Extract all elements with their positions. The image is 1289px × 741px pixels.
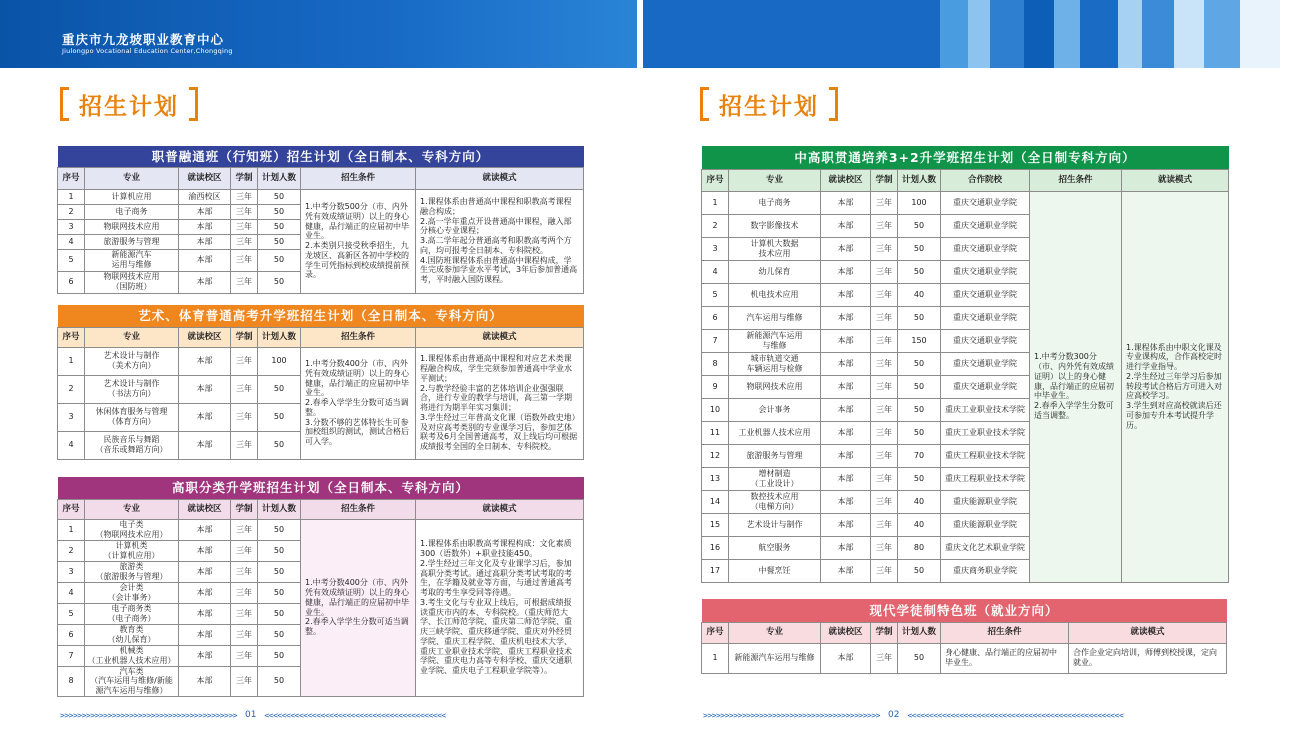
cell: 10 bbox=[702, 398, 729, 421]
cell: 三年 bbox=[871, 191, 898, 214]
cell: 重庆能源职业学院 bbox=[941, 513, 1030, 536]
right-page-footer bbox=[703, 709, 1123, 721]
cell: 本部 bbox=[821, 643, 871, 673]
cell: 教育类 （幼儿保育） bbox=[85, 624, 179, 645]
bracket-left bbox=[700, 87, 709, 121]
cell: 1 bbox=[702, 191, 729, 214]
cell: 1 bbox=[58, 347, 85, 375]
cell: 50 bbox=[898, 237, 941, 260]
cell: 物联网技术应用 （国防班） bbox=[85, 271, 179, 293]
cell: 会计事务 bbox=[729, 398, 821, 421]
cell: 50 bbox=[898, 214, 941, 237]
mode-cell: 合作企业定向培训，师傅到校授课，定向就业。 bbox=[1069, 643, 1227, 673]
cell: 50 bbox=[898, 467, 941, 490]
cell: 旅游服务与管理 bbox=[85, 234, 179, 249]
cell: 三年 bbox=[871, 643, 898, 673]
cell: 会计类 （会计事务） bbox=[85, 582, 179, 603]
cell: 本部 bbox=[821, 467, 871, 490]
cell: 重庆工程职业技术学院 bbox=[941, 467, 1030, 490]
cell: 50 bbox=[898, 306, 941, 329]
cell: 本部 bbox=[821, 237, 871, 260]
cell: 艺术设计与制作 bbox=[729, 513, 821, 536]
cell: 重庆交通职业学院 bbox=[941, 214, 1030, 237]
cell: 三年 bbox=[871, 467, 898, 490]
banner-stripe bbox=[1204, 0, 1240, 68]
cell: 16 bbox=[702, 536, 729, 559]
school-name-en: Jiulongpo Vocational Education Center,Chongqing bbox=[62, 47, 233, 55]
cell: 本部 bbox=[821, 490, 871, 513]
table-row bbox=[702, 643, 1227, 673]
cell: 三年 bbox=[871, 352, 898, 375]
cell: 8 bbox=[702, 352, 729, 375]
col-header: 学制 bbox=[871, 622, 898, 643]
col-header: 专业 bbox=[85, 167, 179, 189]
cell: 本部 bbox=[179, 271, 231, 293]
cell: 三年 bbox=[231, 431, 258, 459]
cell: 本部 bbox=[179, 645, 231, 666]
footer-arrows-right: >>>>>>>>>>>>>>>>>>>>>>>>>>>>>>>>>>>>>>>>> bbox=[703, 710, 880, 720]
banner-stripe bbox=[1080, 0, 1118, 68]
cell: 本部 bbox=[821, 260, 871, 283]
cell: 本部 bbox=[179, 561, 231, 582]
cell: 三年 bbox=[231, 347, 258, 375]
col-header: 计划人数 bbox=[258, 327, 301, 347]
cell: 80 bbox=[898, 536, 941, 559]
col-header: 序号 bbox=[58, 167, 85, 189]
col-header: 招生条件 bbox=[941, 622, 1069, 643]
cell: 本部 bbox=[179, 666, 231, 696]
cell: 艺术设计与制作 （书法方向） bbox=[85, 375, 179, 403]
right-page-heading bbox=[700, 86, 838, 122]
cell: 6 bbox=[702, 306, 729, 329]
footer-arrows-right: >>>>>>>>>>>>>>>>>>>>>>>>>>>>>>>>>>>>>>>>> bbox=[60, 710, 237, 720]
cell: 本部 bbox=[821, 283, 871, 306]
table-row bbox=[702, 191, 1229, 214]
cell: 城市轨道交通 车辆运用与检修 bbox=[729, 352, 821, 375]
page-number: 02 bbox=[887, 710, 900, 720]
col-header: 专业 bbox=[85, 327, 179, 347]
cell: 50 bbox=[258, 666, 301, 696]
cell: 14 bbox=[702, 490, 729, 513]
cell: 本部 bbox=[821, 513, 871, 536]
cell: 50 bbox=[258, 234, 301, 249]
cell: 4 bbox=[58, 582, 85, 603]
cell: 重庆文化艺术职业学院 bbox=[941, 536, 1030, 559]
cell: 50 bbox=[258, 582, 301, 603]
table-gaozhi-fenlei bbox=[57, 477, 584, 697]
header-banner-left bbox=[0, 0, 637, 68]
cell: 本部 bbox=[821, 444, 871, 467]
banner-stripe bbox=[1118, 0, 1142, 68]
cell: 1 bbox=[58, 189, 85, 204]
cell: 50 bbox=[258, 561, 301, 582]
condition-cell: 身心健康、品行端正的应届初中毕业生。 bbox=[941, 643, 1069, 673]
col-header: 就读模式 bbox=[416, 499, 584, 519]
cell: 3 bbox=[58, 403, 85, 431]
cell: 本部 bbox=[179, 204, 231, 219]
cell: 计算机大数据 技术应用 bbox=[729, 237, 821, 260]
cell: 三年 bbox=[871, 214, 898, 237]
cell: 4 bbox=[58, 431, 85, 459]
cell: 5 bbox=[702, 283, 729, 306]
cell: 50 bbox=[258, 540, 301, 561]
cell: 三年 bbox=[871, 490, 898, 513]
cell: 数字影像技术 bbox=[729, 214, 821, 237]
cell: 重庆工业职业技术学院 bbox=[941, 421, 1030, 444]
condition-cell: 1.中考分数500分（市、内外凭有效成绩证明）以上的身心健康，品行端正的应届初中毕业生。 2.本类别只接受秋季招生，九龙坡区、高新区各初中学校的学生可凭指标到校成绩提前预录。 bbox=[301, 189, 416, 293]
cell: 50 bbox=[258, 204, 301, 219]
table-title: 高职分类升学班招生计划（全日制本、专科方向） bbox=[58, 477, 584, 499]
cell: 2 bbox=[702, 214, 729, 237]
table-xiandai-xuetuzhi bbox=[701, 599, 1227, 674]
cell: 5 bbox=[58, 603, 85, 624]
cell: 50 bbox=[258, 603, 301, 624]
cell: 15 bbox=[702, 513, 729, 536]
cell: 本部 bbox=[179, 347, 231, 375]
cell: 50 bbox=[898, 421, 941, 444]
cell: 三年 bbox=[231, 645, 258, 666]
cell: 机电技术应用 bbox=[729, 283, 821, 306]
cell: 电子商务类 （电子商务） bbox=[85, 603, 179, 624]
cell: 三年 bbox=[871, 237, 898, 260]
col-header: 学制 bbox=[231, 499, 258, 519]
cell: 本部 bbox=[821, 214, 871, 237]
cell: 重庆工业职业技术学院 bbox=[941, 398, 1030, 421]
col-header: 序号 bbox=[58, 327, 85, 347]
col-header: 序号 bbox=[58, 499, 85, 519]
col-header: 合作院校 bbox=[941, 169, 1030, 191]
bracket-right bbox=[829, 87, 838, 121]
cell: 三年 bbox=[871, 283, 898, 306]
cell: 本部 bbox=[179, 540, 231, 561]
col-header: 序号 bbox=[702, 622, 729, 643]
cell: 民族音乐与舞蹈 （音乐或舞蹈方向） bbox=[85, 431, 179, 459]
cell: 三年 bbox=[231, 519, 258, 540]
cell: 17 bbox=[702, 559, 729, 582]
cell: 50 bbox=[258, 249, 301, 271]
cell: 重庆交通职业学院 bbox=[941, 237, 1030, 260]
cell: 三年 bbox=[231, 249, 258, 271]
cell: 本部 bbox=[179, 431, 231, 459]
cell: 三年 bbox=[871, 536, 898, 559]
cell: 重庆交通职业学院 bbox=[941, 329, 1030, 352]
col-header: 招生条件 bbox=[301, 167, 416, 189]
banner-stripe bbox=[1142, 0, 1174, 68]
cell: 7 bbox=[58, 645, 85, 666]
cell: 本部 bbox=[179, 375, 231, 403]
cell: 4 bbox=[58, 234, 85, 249]
cell: 电子商务 bbox=[729, 191, 821, 214]
table-title: 现代学徒制特色班（就业方向） bbox=[702, 599, 1227, 622]
cell: 6 bbox=[58, 624, 85, 645]
table-row bbox=[58, 347, 584, 375]
banner-stripe bbox=[940, 0, 968, 68]
cell: 本部 bbox=[821, 329, 871, 352]
col-header: 计划人数 bbox=[258, 499, 301, 519]
cell: 50 bbox=[898, 643, 941, 673]
cell: 旅游类 （旅游服务与管理） bbox=[85, 561, 179, 582]
col-header: 计划人数 bbox=[898, 622, 941, 643]
cell: 本部 bbox=[179, 519, 231, 540]
cell: 旅游服务与管理 bbox=[729, 444, 821, 467]
cell: 三年 bbox=[871, 329, 898, 352]
cell: 本部 bbox=[179, 582, 231, 603]
left-page-footer bbox=[60, 709, 446, 721]
cell: 物联网技术应用 bbox=[729, 375, 821, 398]
cell: 9 bbox=[702, 375, 729, 398]
cell: 重庆交通职业学院 bbox=[941, 283, 1030, 306]
cell: 本部 bbox=[179, 234, 231, 249]
header-banner-right bbox=[643, 0, 1280, 68]
cell: 本部 bbox=[821, 536, 871, 559]
cell: 三年 bbox=[871, 513, 898, 536]
bracket-right bbox=[189, 87, 198, 121]
cell: 本部 bbox=[179, 403, 231, 431]
cell: 幼儿保育 bbox=[729, 260, 821, 283]
cell: 艺术设计与制作 （美术方向） bbox=[85, 347, 179, 375]
cell: 13 bbox=[702, 467, 729, 490]
cell: 数控技术应用 （电梯方向） bbox=[729, 490, 821, 513]
cell: 计算机应用 bbox=[85, 189, 179, 204]
cell: 3 bbox=[58, 219, 85, 234]
cell: 三年 bbox=[231, 271, 258, 293]
cell: 三年 bbox=[231, 189, 258, 204]
condition-cell: 1.中考分数400分（市、内外凭有效成绩证明）以上的身心健康，品行端正的应届初中毕业生。 2.春季入学学生分数可适当调整。 3.分数不够的艺体特长生可参加校组织的测试，测试合格后可入学。 bbox=[301, 347, 416, 459]
left-heading-text: 招生计划 bbox=[79, 93, 179, 120]
cell: 2 bbox=[58, 375, 85, 403]
table-title: 职普融通班（行知班）招生计划（全日制本、专科方向） bbox=[58, 146, 584, 167]
cell: 本部 bbox=[179, 624, 231, 645]
col-header: 就读校区 bbox=[821, 622, 871, 643]
cell: 3 bbox=[702, 237, 729, 260]
cell: 50 bbox=[258, 189, 301, 204]
cell: 计算机类 （计算机应用） bbox=[85, 540, 179, 561]
page-number: 01 bbox=[244, 710, 257, 720]
condition-cell: 1.中考分数300分（市、内外凭有效成绩证明）以上的身心健康，品行端正的应届初中毕业生。 2.春季入学学生分数可适当调整。 bbox=[1030, 191, 1122, 582]
cell: 三年 bbox=[871, 375, 898, 398]
cell: 5 bbox=[58, 249, 85, 271]
cell: 工业机器人技术应用 bbox=[729, 421, 821, 444]
cell: 三年 bbox=[871, 421, 898, 444]
cell: 1 bbox=[702, 643, 729, 673]
banner-stripe bbox=[968, 0, 990, 68]
cell: 汽车运用与维修 bbox=[729, 306, 821, 329]
cell: 三年 bbox=[871, 260, 898, 283]
cell: 本部 bbox=[179, 603, 231, 624]
table-zhonggao-guantong bbox=[701, 146, 1229, 583]
banner-stripe bbox=[1174, 0, 1204, 68]
cell: 12 bbox=[702, 444, 729, 467]
cell: 本部 bbox=[821, 559, 871, 582]
cell: 本部 bbox=[821, 398, 871, 421]
cell: 三年 bbox=[231, 204, 258, 219]
table-row bbox=[58, 189, 584, 204]
cell: 40 bbox=[898, 283, 941, 306]
cell: 6 bbox=[58, 271, 85, 293]
col-header: 就读校区 bbox=[179, 327, 231, 347]
cell: 本部 bbox=[821, 421, 871, 444]
cell: 物联网技术应用 bbox=[85, 219, 179, 234]
cell: 本部 bbox=[821, 306, 871, 329]
cell: 150 bbox=[898, 329, 941, 352]
table-title: 中高职贯通培养3+2升学班招生计划（全日制专科方向） bbox=[702, 146, 1229, 169]
col-header: 就读模式 bbox=[416, 167, 584, 189]
cell: 50 bbox=[258, 519, 301, 540]
cell: 三年 bbox=[231, 375, 258, 403]
cell: 100 bbox=[258, 347, 301, 375]
col-header: 计划人数 bbox=[258, 167, 301, 189]
cell: 三年 bbox=[871, 559, 898, 582]
cell: 3 bbox=[58, 561, 85, 582]
col-header: 序号 bbox=[702, 169, 729, 191]
col-header: 就读校区 bbox=[179, 167, 231, 189]
col-header: 就读校区 bbox=[821, 169, 871, 191]
decorative-stripes bbox=[940, 0, 1280, 68]
cell: 新能源汽车运用与维修 bbox=[729, 643, 821, 673]
cell: 航空服务 bbox=[729, 536, 821, 559]
col-header: 学制 bbox=[871, 169, 898, 191]
cell: 50 bbox=[258, 219, 301, 234]
school-name-cn: 重庆市九龙坡职业教育中心 bbox=[62, 32, 225, 47]
col-header: 就读校区 bbox=[179, 499, 231, 519]
cell: 本部 bbox=[179, 249, 231, 271]
col-header: 专业 bbox=[729, 169, 821, 191]
table-row bbox=[58, 519, 584, 540]
cell: 50 bbox=[258, 271, 301, 293]
cell: 7 bbox=[702, 329, 729, 352]
cell: 重庆能源职业学院 bbox=[941, 490, 1030, 513]
cell: 本部 bbox=[821, 191, 871, 214]
cell: 本部 bbox=[821, 352, 871, 375]
col-header: 招生条件 bbox=[301, 499, 416, 519]
cell: 50 bbox=[898, 559, 941, 582]
cell: 2 bbox=[58, 204, 85, 219]
col-header: 专业 bbox=[85, 499, 179, 519]
cell: 三年 bbox=[871, 306, 898, 329]
col-header: 学制 bbox=[231, 327, 258, 347]
cell: 中餐烹饪 bbox=[729, 559, 821, 582]
mode-cell: 1.课程体系由中职文化课及专业课构成，合作高校定时进行学业指导。 2.学生经过三年学习后参加转段考试合格后方可进入对应高校学习。 3.学生到对应高校就读后还可参加专升本考试提升学历。 bbox=[1122, 191, 1229, 582]
cell: 50 bbox=[258, 624, 301, 645]
cell: 增材制造 （工业设计） bbox=[729, 467, 821, 490]
cell: 8 bbox=[58, 666, 85, 696]
cell: 4 bbox=[702, 260, 729, 283]
cell: 重庆工程职业技术学院 bbox=[941, 444, 1030, 467]
col-header: 招生条件 bbox=[1030, 169, 1122, 191]
cell: 新能源汽车 运用与维修 bbox=[85, 249, 179, 271]
cell: 2 bbox=[58, 540, 85, 561]
banner-stripe bbox=[1024, 0, 1054, 68]
mode-cell: 1.课程体系由普通高中课程和对应艺术类课程融合构成，学生完须参加普通高中学业水平测试； 2.与教学经验丰富的艺体培训企业强强联合，进行专业的教学与培训，高三第一学期将进行为期半年实习集训； 3.学生经过三年普高文化课（语数外政史地）及对应高考类别的专业课学习后，参加艺体联考及6月全国普通高考，双上线后均可根据成绩报考全国的全日制本、专科院校。 bbox=[416, 347, 584, 459]
cell: 机械类 （工业机器人技术应用） bbox=[85, 645, 179, 666]
col-header: 就读模式 bbox=[1069, 622, 1227, 643]
cell: 50 bbox=[898, 398, 941, 421]
mode-cell: 1.课程体系由职教高考课程构成：文化素质300（语数外）+职业技能450。 2.学生经过三年文化及专业课学习后，参加高职分类考试。通过高职分类考试考取的考生，在学籍及就业等方面，与通过普通高考考取的考生享受同等待遇。 3.考生文化与专业双上线后，可根据成绩报读重庆市内的本、专科院校。（重庆师范大学、长江师范学院、重庆第二师范学院、重庆三峡学院、重庆移通学院、重庆对外经贸学院、重庆工程学院、重庆机电技术大学、重庆工业职业技术学院、重庆工程职业技术学院、重庆电力高等专科学校、重庆交通职业学院、重庆电子工程职业学院等）。 bbox=[416, 519, 584, 696]
cell: 50 bbox=[898, 260, 941, 283]
col-header: 专业 bbox=[729, 622, 821, 643]
cell: 电子类 （物联网技术应用） bbox=[85, 519, 179, 540]
cell: 50 bbox=[258, 403, 301, 431]
left-page-heading bbox=[60, 86, 198, 122]
col-header: 计划人数 bbox=[898, 169, 941, 191]
cell: 1 bbox=[58, 519, 85, 540]
cell: 50 bbox=[258, 375, 301, 403]
cell: 100 bbox=[898, 191, 941, 214]
footer-arrows-left: <<<<<<<<<<<<<<<<<<<<<<<<<<<<<<<<<<<<<<<<<< bbox=[264, 710, 446, 720]
right-heading-text: 招生计划 bbox=[719, 93, 819, 120]
cell: 三年 bbox=[231, 582, 258, 603]
table-title: 艺术、体育普通高考升学班招生计划（全日制本、专科方向） bbox=[58, 305, 584, 327]
cell: 50 bbox=[898, 352, 941, 375]
cell: 重庆交通职业学院 bbox=[941, 191, 1030, 214]
cell: 三年 bbox=[231, 234, 258, 249]
cell: 休闲体育服务与管理 （体育方向） bbox=[85, 403, 179, 431]
cell: 新能源汽车运用 与维修 bbox=[729, 329, 821, 352]
cell: 40 bbox=[898, 513, 941, 536]
cell: 50 bbox=[258, 645, 301, 666]
cell: 50 bbox=[898, 375, 941, 398]
cell: 三年 bbox=[231, 219, 258, 234]
col-header: 学制 bbox=[231, 167, 258, 189]
cell: 三年 bbox=[231, 603, 258, 624]
cell: 三年 bbox=[871, 444, 898, 467]
cell: 70 bbox=[898, 444, 941, 467]
mode-cell: 1.课程体系由普通高中课程和职教高考课程融合构成； 2.高一学年重点开设普通高中课程，融入部分核心专业课程； 3.高二学年起分普通高考和职教高考两个方向，均可报考全日制本、专科院校。 4.国防班课程体系由普通高中课程构成，学生完成参加学业水平考试，3年后参加普通高考，平时融入国防课程。 bbox=[416, 189, 584, 293]
cell: 本部 bbox=[821, 375, 871, 398]
condition-cell: 1.中考分数400分（市、内外凭有效成绩证明）以上的身心健康，品行端正的应届初中毕业生。 2.春季入学学生分数可适当调整。 bbox=[301, 519, 416, 696]
cell: 50 bbox=[258, 431, 301, 459]
cell: 渝西校区 bbox=[179, 189, 231, 204]
cell: 汽车类 （汽车运用与维修/新能源汽车运用与维修） bbox=[85, 666, 179, 696]
banner-stripe bbox=[1054, 0, 1080, 68]
cell: 重庆交通职业学院 bbox=[941, 306, 1030, 329]
table-yiti-gaokao bbox=[57, 305, 584, 460]
cell: 重庆交通职业学院 bbox=[941, 352, 1030, 375]
bracket-left bbox=[60, 87, 69, 121]
banner-stripe bbox=[990, 0, 1024, 68]
cell: 三年 bbox=[871, 398, 898, 421]
cell: 三年 bbox=[231, 624, 258, 645]
cell: 40 bbox=[898, 490, 941, 513]
cell: 11 bbox=[702, 421, 729, 444]
col-header: 就读模式 bbox=[416, 327, 584, 347]
footer-arrows-left: <<<<<<<<<<<<<<<<<<<<<<<<<<<<<<<<<<<<<<<<<<<<<<<<<< bbox=[907, 710, 1124, 720]
cell: 三年 bbox=[231, 540, 258, 561]
cell: 重庆交通职业学院 bbox=[941, 375, 1030, 398]
banner-stripe bbox=[1240, 0, 1280, 68]
col-header: 招生条件 bbox=[301, 327, 416, 347]
cell: 三年 bbox=[231, 403, 258, 431]
cell: 重庆交通职业学院 bbox=[941, 260, 1030, 283]
col-header: 就读模式 bbox=[1122, 169, 1229, 191]
cell: 三年 bbox=[231, 666, 258, 696]
cell: 重庆商务职业学院 bbox=[941, 559, 1030, 582]
cell: 电子商务 bbox=[85, 204, 179, 219]
cell: 本部 bbox=[179, 219, 231, 234]
cell: 三年 bbox=[231, 561, 258, 582]
table-zhipu-ronghe bbox=[57, 146, 584, 294]
